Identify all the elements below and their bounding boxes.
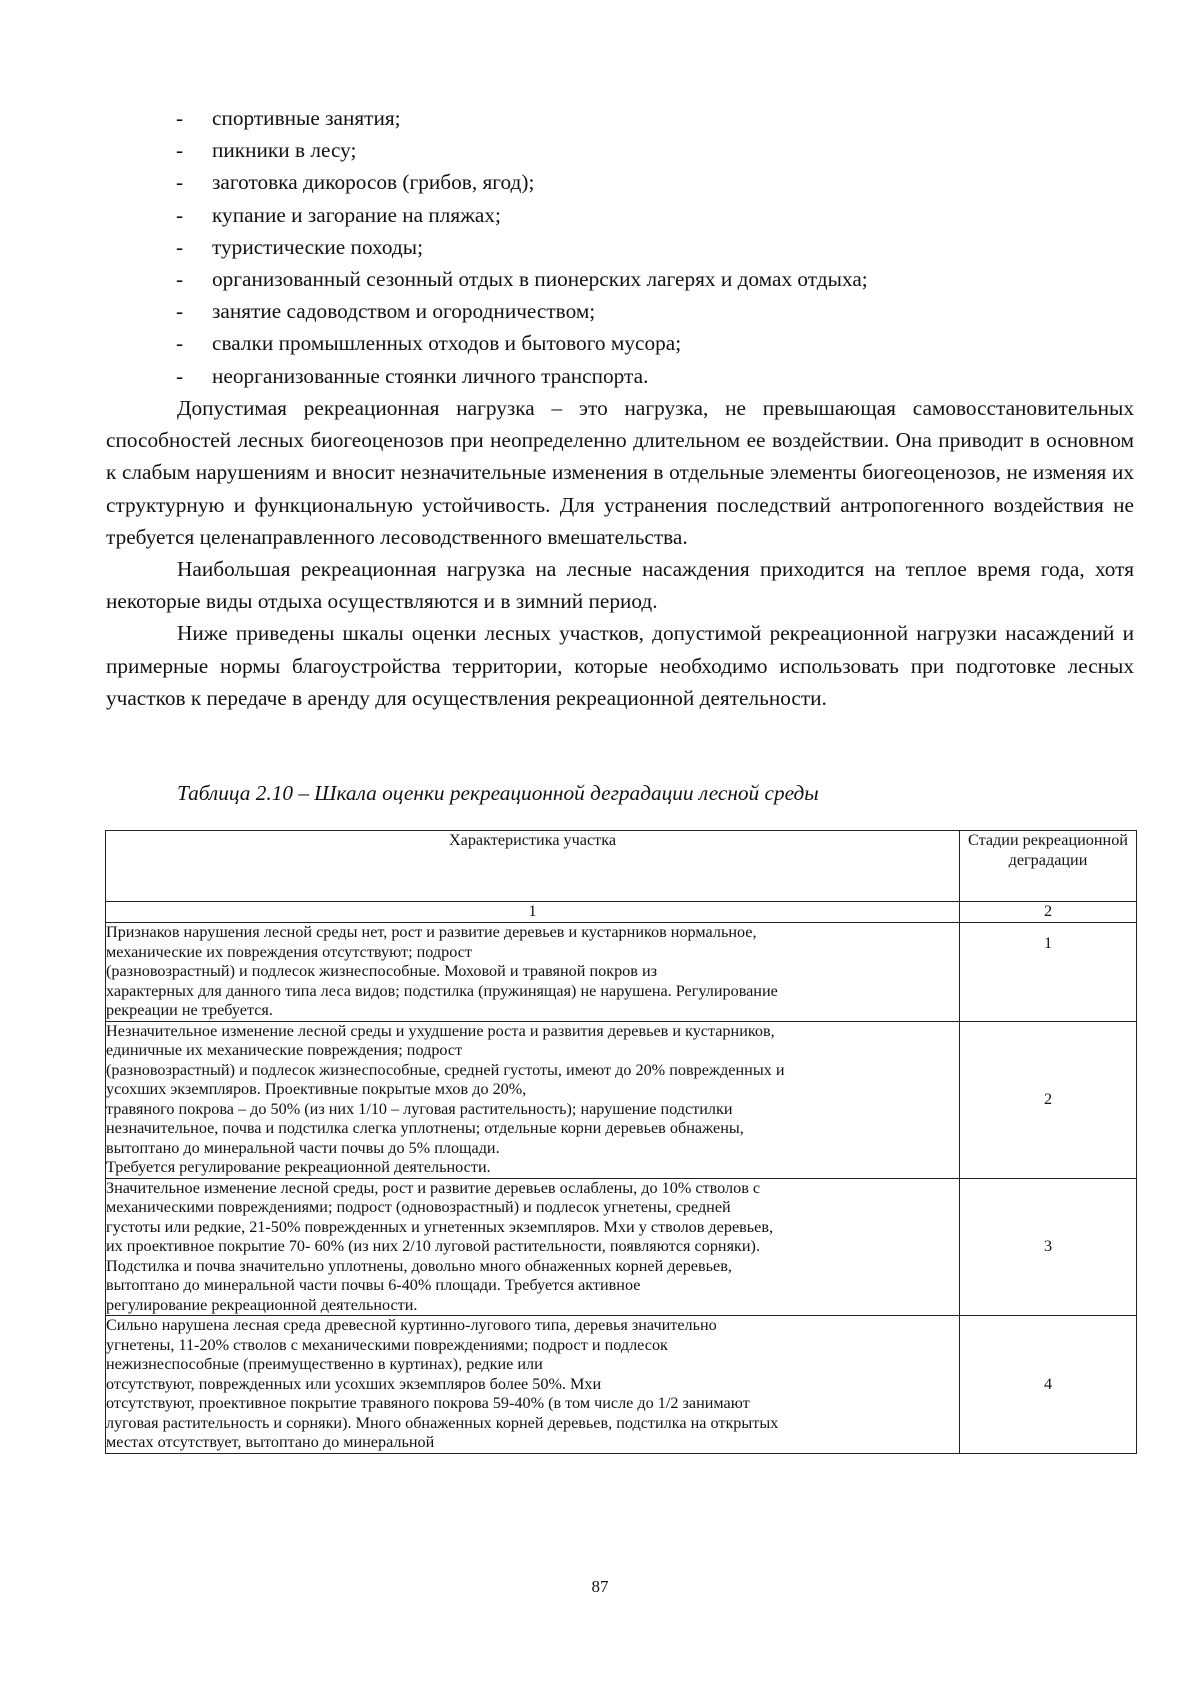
cell-line: Подстилка и почва значительно уплотнены, довольно много обнаженных корней деревьев, (106, 1256, 732, 1275)
cell-line: усохших экземпляров. Проективные покрытые мхов до 20%, (106, 1080, 527, 1098)
list-item (176, 327, 1136, 359)
column-number: 1 (106, 902, 960, 923)
list-item-text: купание и загорание на пляжах; (212, 202, 501, 227)
cell-line: вытоптано до минеральной части почвы 6-40% площади. Требуется активное (106, 1276, 641, 1294)
cell-line: Сильно нарушена лесная среда древесной куртинно-лугового типа, деревья значительно (106, 1316, 717, 1334)
degradation-table (105, 830, 1137, 1454)
cell-line: Требуется регулирование рекреационной деятельности. (106, 1158, 491, 1176)
stage-value: 2 (1043, 1089, 1053, 1108)
bullet-marker: - (176, 363, 184, 388)
bullet-marker: - (176, 170, 184, 195)
stage-value: 1 (1043, 934, 1053, 952)
bullet-marker: - (176, 267, 184, 292)
bullet-marker: - (176, 138, 184, 163)
list-item (176, 263, 1136, 295)
paragraph: Ниже приведены шкалы оценки лесных участков, допустимой рекреационной нагрузки насаждений и примерные нормы благоустройства территории, которые необходимо использовать при подготовке лесных участков к передаче в аренду для осуществления рекреационной деятельности. (106, 621, 1134, 710)
cell-line: луговая растительность и сорняки). Много обнаженных корней деревьев, подстилка на открытых (106, 1413, 779, 1432)
list-item-text: туристические походы; (212, 234, 423, 259)
cell-line: отсутствуют, поврежденных или усохших экземпляров более 50%. Мхи (106, 1374, 602, 1393)
stage-value: 4 (1043, 1374, 1053, 1393)
stage-value: 3 (1043, 1237, 1053, 1255)
cell-line: (разновозрастный) и подлесок жизнеспособные. Моховой и травяной покров из (106, 962, 658, 980)
cell-line: единичные их механические повреждения; подрост (106, 1041, 463, 1059)
list-item-text: свалки промышленных отходов и бытового мусора; (212, 331, 682, 356)
table-caption: Таблица 2.10 – Шкала оценки рекреационной деградации лесной среды (177, 781, 819, 805)
cell-line: отсутствуют, проективное покрытие травяного покрова 59-40% (в том числе до 1/2 занимают (106, 1394, 750, 1412)
list-item-text: спортивные занятия; (212, 106, 401, 130)
cell-line: Значительное изменение лесной среды, рост и развитие деревьев ослаблены, до 10% стволов с (106, 1178, 761, 1197)
cell-line: Признаков нарушения лесной среды нет, рост и развитие деревьев и кустарников нормальное, (106, 923, 757, 941)
cell-line: их проективное покрытие 70- 60% (из них 2/10 луговой растительности, появляются сорняки). (106, 1237, 760, 1255)
table-row (106, 1316, 1137, 1454)
stage-cell (960, 1021, 1137, 1178)
column-number-row (106, 902, 1137, 923)
list-item (176, 134, 1136, 166)
list-item (176, 199, 1136, 231)
list-item (176, 360, 1136, 392)
list-item-text: пикники в лесу; (212, 138, 357, 163)
table-row (106, 1021, 1137, 1178)
list-item (176, 295, 1136, 327)
cell-line: местах отсутствует, вытоптано до минеральной (106, 1433, 435, 1451)
table-header-row (106, 831, 1137, 902)
cell-line: травяного покрова – до 50% (из них 1/10 – луговая растительность); нарушение подстилки (106, 1099, 733, 1118)
table-row (106, 1178, 1137, 1316)
paragraph: Допустимая рекреационная нагрузка – это нагрузка, не превышающая самовосстановительных способностей лесных биогеоценозов при неопределенно длительном ее воздействии. Она приводит в основном к слабым нарушениям и вносит незначительные изменения в отдельные элементы биогеоценозов, не изменяя их структурную и функциональную устойчивость. Для устранения последствий антропогенного воздействия не требуется целенаправленного лесоводственного вмешательства. (106, 396, 1134, 549)
stage-cell (960, 1178, 1137, 1316)
paragraph: Наибольшая рекреационная нагрузка на лесные насаждения приходится на теплое время года, хотя некоторые виды отдыха осуществляются и в зимний период. (106, 557, 1134, 614)
characteristic-cell (106, 1178, 960, 1316)
cell-line: механические их повреждения отсутствуют; подрост (106, 942, 472, 961)
list-item (176, 102, 1136, 134)
bullet-marker: - (176, 299, 184, 324)
stage-cell (960, 923, 1137, 1022)
bullet-marker: - (176, 106, 184, 130)
list-item-text: организованный сезонный отдых в пионерских лагерях и домах отдыха; (212, 267, 868, 292)
column-header-characteristic: Характеристика участка (106, 831, 960, 902)
table-row (106, 923, 1137, 1022)
cell-line: густоты или редкие, 21-50% поврежденных и угнетенных экземпляров. Мхи у стволов деревьев, (106, 1217, 774, 1236)
cell-line: (разновозрастный) и подлесок жизнеспособные, средней густоты, имеют до 20% поврежденных и (106, 1060, 785, 1079)
cell-line: незначительное, почва и подстилка слегка уплотнены; отдельные корни деревьев обнажены, (106, 1119, 744, 1137)
cell-line: нежизнеспособные (преимущественно в куртинах), редкие или (106, 1355, 543, 1373)
characteristic-cell (106, 1316, 960, 1454)
cell-line: угнетены, 11-20% стволов с механическими повреждениями; подрост и подлесок (106, 1335, 668, 1354)
cell-line: характерных для данного типа леса видов; подстилка (пружинящая) не нарушена. Регулирование (106, 981, 778, 1000)
bullet-marker: - (176, 331, 184, 356)
stage-cell (960, 1316, 1137, 1454)
bullet-marker: - (176, 202, 184, 227)
body-text (106, 392, 1134, 714)
list-item-text: неорганизованные стоянки личного транспорта. (212, 363, 649, 388)
cell-line: рекреации не требуется. (106, 1001, 273, 1019)
cell-line: механическими повреждениями; подрост (одновозрастный) и подлесок угнетены, средней (106, 1198, 731, 1216)
cell-line: Незначительное изменение лесной среды и ухудшение роста и развития деревьев и кустарников, (106, 1021, 775, 1040)
list-item (176, 231, 1136, 263)
list-item-text: заготовка дикоросов (грибов, ягод); (212, 170, 535, 195)
cell-line: вытоптано до минеральной части почвы до 5% площади. (106, 1138, 500, 1157)
characteristic-cell (106, 1021, 960, 1178)
cell-line: регулирование рекреационной деятельности. (106, 1295, 418, 1314)
bullet-marker: - (176, 234, 184, 259)
column-number: 2 (960, 902, 1137, 923)
page-number: 87 (591, 1577, 609, 1596)
column-header-stage: Стадии рекреационной деградации (960, 831, 1137, 902)
list-item (176, 166, 1136, 198)
bullet-list (176, 102, 1136, 392)
list-item-text: занятие садоводством и огородничеством; (212, 299, 596, 324)
characteristic-cell (106, 923, 960, 1022)
